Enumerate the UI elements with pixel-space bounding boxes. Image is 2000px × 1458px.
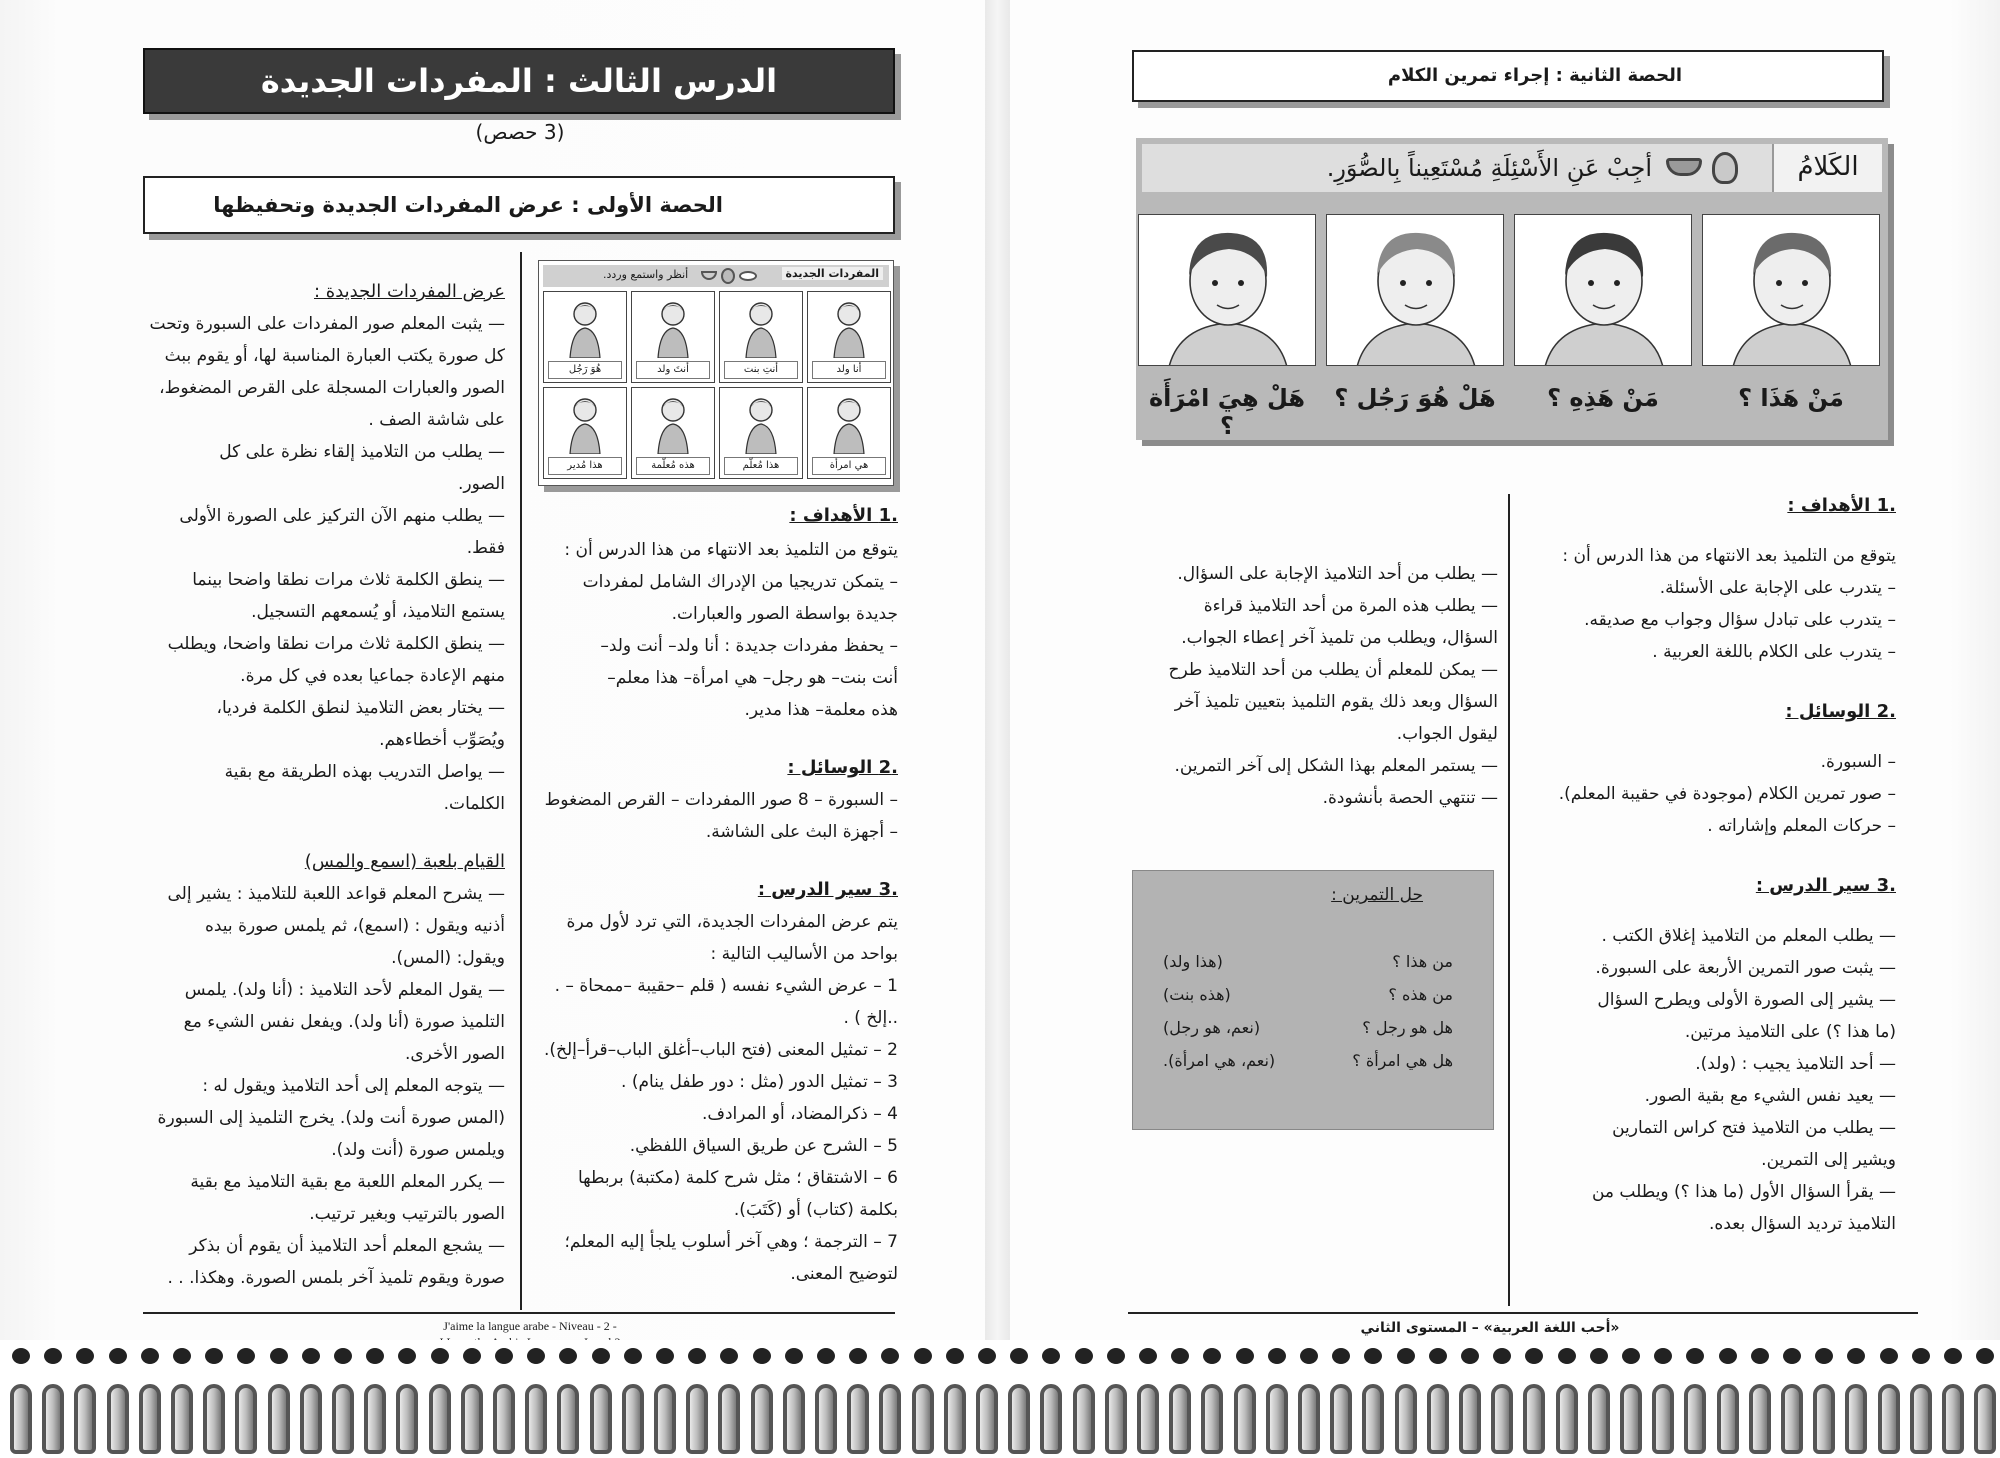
right-column: [1522, 490, 1896, 1240]
game-heading: القيام بلعبة (اسمع والمس): [304, 851, 505, 872]
binding-hole: [1203, 1348, 1221, 1364]
spiral-ring: [42, 1384, 64, 1454]
binding-hole: [1107, 1348, 1125, 1364]
binding-hole: [1686, 1348, 1704, 1364]
binding-hole: [1558, 1348, 1576, 1364]
vocab-heading: عرض المفردات الجديدة :: [314, 281, 505, 302]
game-line: — يقول المعلم لأحد التلاميذ : (أنا ولد). يلمس: [184, 980, 505, 1000]
binding-hole: [398, 1348, 416, 1364]
solution-question: هل هو رجل ؟: [1362, 1018, 1453, 1037]
binding-hole: [1654, 1348, 1672, 1364]
progress-line: — أحد التلاميذ يجيب : (ولد).: [1695, 1054, 1896, 1074]
vocab-line: — يطلب من التلاميذ إلقاء نظرة على كل: [219, 442, 505, 462]
speech-label: الكَلامُ: [1772, 144, 1882, 192]
binding-hole: [237, 1348, 255, 1364]
binding-hole: [1364, 1348, 1382, 1364]
binding-hole: [1010, 1348, 1028, 1364]
spiral-ring: [1910, 1384, 1932, 1454]
binding-hole: [173, 1348, 191, 1364]
spiral-ring: [783, 1384, 805, 1454]
progress-heading: .3 سير الدرس :: [1755, 875, 1896, 896]
objectives-heading: .1 الأهداف :: [789, 505, 898, 526]
vocab-line: منهم الإعادة جماعيا بعده في كل مرة.: [240, 666, 505, 686]
spiral-ring: [1813, 1384, 1835, 1454]
game-line: أذنيه ويقول : (اسمع)، ثم يلمس صورة بيده: [204, 916, 505, 936]
binding-hole: [1590, 1348, 1608, 1364]
binding-hole: [849, 1348, 867, 1364]
means-line: – حركات المعلم وإشاراته .: [1707, 816, 1896, 836]
binding-hole: [946, 1348, 964, 1364]
person-illustration: [744, 396, 778, 438]
game-line: — يكرر المعلم اللعبة مع بقية التلاميذ مع بقية: [190, 1172, 505, 1192]
binding-hole: [431, 1348, 449, 1364]
game-line: — يشرح المعلم قواعد اللعبة للتلاميذ : يشير إلى: [167, 884, 505, 904]
thumb-header-label: المفردات الجديدة: [782, 267, 884, 280]
person-illustration: [832, 396, 866, 438]
spiral-ring: [74, 1384, 96, 1454]
solution-answer: (نعم، هي امرأة).: [1163, 1051, 1276, 1070]
objectives-line: – يتمكن تدريجيا من الإدراك الشامل لمفردات: [582, 572, 898, 592]
session1-title: الحصة الأولى : عرض المفردات الجديدة وتحفيظها: [213, 193, 723, 217]
objectives-heading: .1 الأهداف :: [1787, 495, 1896, 516]
binding-hole: [141, 1348, 159, 1364]
binding-hole: [302, 1348, 320, 1364]
spiral-ring: [1234, 1384, 1256, 1454]
binding-hole: [1268, 1348, 1286, 1364]
binding-hole: [978, 1348, 996, 1364]
spiral-ring: [1684, 1384, 1706, 1454]
progress-line: 4 – ذكرالمضاد، أو المرادف.: [701, 1104, 898, 1124]
progress-line: — يعيد نفس الشيء مع بقية الصور.: [1644, 1086, 1896, 1106]
binding-hole: [753, 1348, 771, 1364]
progress-line: — يثبت صور التمرين الأربعة على السبورة.: [1595, 958, 1896, 978]
binding-hole: [109, 1348, 127, 1364]
spiral-ring: [1620, 1384, 1642, 1454]
spiral-ring: [525, 1384, 547, 1454]
means-line: – أجهزة البث على الشاشة.: [705, 822, 898, 842]
face-illustration: [1515, 215, 1692, 366]
thumb-cell: [631, 291, 715, 383]
progress-line: 2 – تمثيل المعنى (فتح الباب–أغلق الباب–قرأ–إلخ).: [543, 1040, 898, 1060]
progress-line: 7 – الترجمة ؛ وهي آخر أسلوب يلجأ إليه المعلم؛: [564, 1232, 898, 1252]
spiral-ring: [1330, 1384, 1352, 1454]
binding-hole: [12, 1348, 30, 1364]
means-line: – صور تمرين الكلام (موجودة في حقيبة المعلم).: [1558, 784, 1896, 804]
binding-hole: [1622, 1348, 1640, 1364]
spiral-ring: [590, 1384, 612, 1454]
right-footer: «أحب اللغة العربية» – المستوى الثاني: [1360, 1320, 1620, 1336]
spiral-ring: [1491, 1384, 1513, 1454]
game-line: — يتوجه المعلم إلى أحد التلاميذ ويقول له :: [202, 1076, 505, 1096]
thumb-cell: [719, 387, 803, 479]
spiral-ring: [1266, 1384, 1288, 1454]
solution-question: من هذا ؟: [1392, 952, 1453, 971]
game-line: — يشجع المعلم أحد التلاميذ أن يقوم أن بذكر: [189, 1236, 505, 1256]
face-illustration: [1139, 215, 1316, 366]
face-panel: [1702, 214, 1880, 366]
game-line: الصور الأخرى.: [404, 1044, 505, 1064]
lesson-title: الدرس الثالث : المفردات الجديدة: [260, 62, 778, 100]
progress-line: 1 – عرض الشيء نفسه ( قلم –حقيبة –ممحاة – .: [554, 976, 898, 996]
spiral-ring: [1298, 1384, 1320, 1454]
binding-hole: [334, 1348, 352, 1364]
objectives-line: يتوقع من التلميذ بعد الانتهاء من هذا الدرس أن :: [564, 540, 898, 560]
middle-line: — يطلب هذه المرة من أحد التلاميذ قراءة: [1203, 596, 1498, 616]
binding-hole: [1171, 1348, 1189, 1364]
face-panel: [1326, 214, 1504, 366]
session2-title-box: [1132, 50, 1884, 102]
spiral-ring: [944, 1384, 966, 1454]
column-divider: [520, 252, 522, 1310]
middle-line: السؤال وبعد ذلك يقوم التلميذ بتعيين تلميذ آخر: [1174, 692, 1498, 712]
ear-icon: [721, 268, 735, 284]
binding-hole: [1461, 1348, 1479, 1364]
thumb-cell: [543, 387, 627, 479]
solution-answer: (نعم، هو رجل): [1163, 1018, 1261, 1037]
binding-hole: [559, 1348, 577, 1364]
binding-hole: [1236, 1348, 1254, 1364]
objectives-line: هذه معلمة– هذا مدير.: [744, 700, 898, 720]
solution-row: [1163, 1044, 1453, 1077]
textbook-thumbnail: [538, 260, 894, 486]
speech-exercise-panel: [1136, 138, 1888, 440]
spiral-ring: [1749, 1384, 1771, 1454]
spiral-ring: [751, 1384, 773, 1454]
spiral-ring: [1974, 1384, 1996, 1454]
binding-hole: [688, 1348, 706, 1364]
binding-hole: [205, 1348, 223, 1364]
person-illustration: [744, 300, 778, 342]
spiral-ring: [107, 1384, 129, 1454]
picture-caption: هَلْ هِيَ امْرَأَة ؟: [1148, 384, 1306, 440]
spiral-ring: [171, 1384, 193, 1454]
binding-hole: [1042, 1348, 1060, 1364]
binding-hole: [785, 1348, 803, 1364]
objectives-line: جديدة بواسطة الصور والعبارات.: [671, 604, 898, 624]
means-heading: .2 الوسائل :: [787, 757, 898, 778]
spiral-ring: [1556, 1384, 1578, 1454]
binding-hole: [1719, 1348, 1737, 1364]
progress-line: — يشير إلى الصورة الأولى ويطرح السؤال: [1597, 990, 1896, 1010]
spiral-ring: [879, 1384, 901, 1454]
spiral-ring: [847, 1384, 869, 1454]
game-line: صورة ويقوم تلميذ آخر بلمس الصورة. وهكذا. . .: [167, 1268, 505, 1288]
binding-hole: [527, 1348, 545, 1364]
binding-hole: [1075, 1348, 1093, 1364]
thumb-caption: هذا مُدير: [548, 457, 622, 475]
game-line: ويقول: (المس).: [391, 948, 505, 968]
vocab-line: — ينطق الكلمة ثلاث مرات نطقا واضحا، ويطلب: [167, 634, 505, 654]
spiral-ring: [1942, 1384, 1964, 1454]
binding-hole: [1783, 1348, 1801, 1364]
spiral-ring: [10, 1384, 32, 1454]
vocab-line: فقط.: [466, 538, 505, 558]
progress-line: ويشير إلى التمرين.: [1761, 1150, 1896, 1170]
game-line: ويلمس صورة (أنت ولد).: [331, 1140, 505, 1160]
left-right-column: [540, 500, 898, 1290]
solution-answer: (هذا ولد): [1163, 952, 1223, 971]
solution-row: [1163, 978, 1453, 1011]
binding-hole: [656, 1348, 674, 1364]
vocab-line: — يواصل التدريب بهذه الطريقة مع بقية: [224, 762, 505, 782]
solution-table: [1163, 945, 1453, 1077]
binding-hole: [1751, 1348, 1769, 1364]
spiral-ring: [1169, 1384, 1191, 1454]
spiral-ring: [1523, 1384, 1545, 1454]
thumb-cell: [807, 291, 891, 383]
thumb-cell: [631, 387, 715, 479]
objectives-line: يتوقع من التلميذ بعد الانتهاء من هذا الدرس أن :: [1562, 546, 1896, 566]
means-line: – السبورة – 8 صور االمفردات – القرص المضغوط: [544, 790, 898, 810]
footer-line-french: J'aime la langue arabe - Niveau - 2 -: [443, 1319, 617, 1333]
solution-heading: حل التمرين :: [1331, 885, 1423, 905]
middle-line: — يطلب من أحد التلاميذ الإجابة على السؤال.: [1177, 564, 1498, 584]
spiral-ring: [622, 1384, 644, 1454]
binding-hole: [1976, 1348, 1994, 1364]
vocab-line: يستمع التلاميذ، أو يُسمعهم التسجيل.: [251, 602, 505, 622]
spiral-ring: [1008, 1384, 1030, 1454]
binding-hole: [1944, 1348, 1962, 1364]
column-divider: [1508, 494, 1510, 1306]
progress-line: لتوضيح المعنى.: [790, 1264, 898, 1284]
binding-hole: [881, 1348, 899, 1364]
spiral-ring: [1652, 1384, 1674, 1454]
vocab-line: كل صورة يكتب العبارة المناسبة لها، أو يقوم ببث: [164, 346, 505, 366]
means-heading: .2 الوسائل :: [1785, 701, 1896, 722]
middle-line: السؤال، ويطلب من تلميذ آخر إعطاء الجواب.: [1181, 628, 1498, 648]
vocab-line: — ينطق الكلمة ثلاث مرات نطقا واضحا بينما: [192, 570, 505, 590]
binding-hole: [1912, 1348, 1930, 1364]
binding-hole: [914, 1348, 932, 1364]
spiral-ring: [1073, 1384, 1095, 1454]
face-panel: [1138, 214, 1316, 366]
thumb-caption: أنا ولد: [812, 361, 886, 379]
thumb-caption: هُوَ رَجُل: [548, 361, 622, 379]
person-illustration: [656, 396, 690, 438]
spiral-ring: [1717, 1384, 1739, 1454]
vocab-line: الصور والعبارات المسجلة على القرص المضغوط،: [159, 378, 505, 398]
thumb-cell: [719, 291, 803, 383]
spiral-ring: [396, 1384, 418, 1454]
spiral-ring: [1878, 1384, 1900, 1454]
vocab-line: الصور.: [457, 474, 505, 494]
progress-line: بواحد من الأساليب التالية :: [710, 944, 898, 964]
vocab-line: على شاشة الصف .: [368, 410, 505, 430]
solution-row: [1163, 945, 1453, 978]
middle-line: — يمكن للمعلم أن يطلب من أحد التلاميذ طرح: [1168, 660, 1498, 680]
progress-line: — يطلب المعلم من التلاميذ إغلاق الكتب .: [1601, 926, 1896, 946]
binding-hole: [366, 1348, 384, 1364]
face-illustration: [1703, 215, 1880, 366]
person-illustration: [568, 396, 602, 438]
spiral-ring: [461, 1384, 483, 1454]
spiral-binding: [0, 1340, 2000, 1458]
spiral-ring: [1201, 1384, 1223, 1454]
thumb-cell: [543, 291, 627, 383]
binding-hole: [1139, 1348, 1157, 1364]
solution-row: [1163, 1011, 1453, 1044]
game-line: (المس صورة أنت ولد). يخرج التلميذ إلى السبورة: [157, 1108, 505, 1128]
binding-hole: [495, 1348, 513, 1364]
means-line: – السبورة.: [1820, 752, 1896, 772]
binding-hole: [817, 1348, 835, 1364]
binding-hole: [592, 1348, 610, 1364]
binding-hole: [1493, 1348, 1511, 1364]
picture-caption: مَنْ هَذِهِ ؟: [1547, 384, 1659, 412]
session2-title: الحصة الثانية : إجراء تمرين الكلام: [1387, 65, 1682, 86]
spiral-ring: [139, 1384, 161, 1454]
mouth-icon: [701, 271, 717, 280]
objectives-line: – يحفظ مفردات جديدة : أنا ولد– أنت ولد–: [600, 636, 898, 656]
middle-line: — تنتهي الحصة بأنشودة.: [1322, 788, 1498, 808]
binding-hole: [1397, 1348, 1415, 1364]
face-illustration: [1327, 215, 1504, 366]
binding-hole: [1880, 1348, 1898, 1364]
objectives-line: – يتدرب على تبادل سؤال وجواب مع صديقه.: [1584, 610, 1896, 630]
progress-line: التلاميذ ترديد السؤال بعده.: [1709, 1214, 1896, 1234]
binding-hole: [624, 1348, 642, 1364]
progress-line: ..إلخ ) .: [843, 1008, 898, 1028]
binding-hole: [463, 1348, 481, 1364]
middle-line: — يستمر المعلم بهذا الشكل إلى آخر التمرين.: [1174, 756, 1498, 776]
binding-hole: [270, 1348, 288, 1364]
progress-line: 6 – الاشتقاق ؛ مثل شرح كلمة (مكتبة) بربطها: [577, 1168, 898, 1188]
progress-line: يتم عرض المفردات الجديدة، التي ترد لأول مرة: [566, 912, 898, 932]
book-gutter: [985, 0, 1010, 1340]
binding-hole: [1300, 1348, 1318, 1364]
middle-line: ليقول الجواب.: [1396, 724, 1498, 744]
spiral-ring: [1105, 1384, 1127, 1454]
spiral-ring: [976, 1384, 998, 1454]
objectives-list: [540, 534, 898, 726]
sessions-count: (3 حصص): [475, 120, 565, 144]
left-left-column: [143, 276, 505, 1294]
vocab-line: — يثبت المعلم صور المفردات على السبورة وتحت: [149, 314, 505, 334]
thumb-header: [543, 265, 889, 287]
spiral-ring: [912, 1384, 934, 1454]
binding-hole: [1815, 1348, 1833, 1364]
face-panel: [1514, 214, 1692, 366]
binding-hole: [76, 1348, 94, 1364]
vocab-line: — يطلب منهم الآن التركيز على الصورة الأولى: [179, 506, 505, 526]
spiral-ring: [493, 1384, 515, 1454]
progress-line: بكلمة (كتاب) أو (كَتَبَ).: [733, 1200, 898, 1220]
speech-instruction: أجِبْ عَنِ الأَسْئِلَةِ مُسْتَعِيناً بِالصُّوَرِ.: [1326, 154, 1652, 182]
spiral-ring: [203, 1384, 225, 1454]
thumb-caption: هذه مُعلّمة: [636, 457, 710, 475]
spiral-ring: [815, 1384, 837, 1454]
spiral-ring: [332, 1384, 354, 1454]
footer-rule: [143, 1312, 895, 1314]
progress-line: 5 – الشرح عن طريق السياق اللفظي.: [629, 1136, 898, 1156]
binding-hole: [1525, 1348, 1543, 1364]
progress-line: (ما هذا ؟) على التلاميذ مرتين.: [1684, 1022, 1896, 1042]
spiral-ring: [268, 1384, 290, 1454]
binding-hole: [1332, 1348, 1350, 1364]
spiral-ring: [1427, 1384, 1449, 1454]
picture-caption: هَلْ هُوَ رَجُل ؟: [1334, 384, 1496, 412]
thumb-caption: هذا مُعلّم: [724, 457, 798, 475]
footer-rule: [1128, 1312, 1918, 1314]
spiral-ring: [1362, 1384, 1384, 1454]
person-illustration: [656, 300, 690, 342]
vocab-line: الكلمات.: [443, 794, 505, 814]
vocab-line: ويُصَوِّب أخطاءهم.: [379, 730, 505, 750]
objectives-line: أنت بنت– هو رجل– هي امرأة– هذا معلم–: [607, 668, 898, 688]
spiral-ring: [1395, 1384, 1417, 1454]
progress-heading: .3 سير الدرس :: [757, 879, 898, 900]
person-illustration: [568, 300, 602, 342]
spiral-ring: [686, 1384, 708, 1454]
solution-answer: (هذه بنت): [1163, 985, 1231, 1004]
spiral-ring: [1845, 1384, 1867, 1454]
progress-line: — يقرأ السؤال الأول (ما هذا ؟) ويطلب من: [1591, 1182, 1896, 1202]
spiral-ring: [1588, 1384, 1610, 1454]
spiral-ring: [364, 1384, 386, 1454]
objectives-line: – يتدرب على الإجابة على الأسئلة.: [1659, 578, 1896, 598]
binding-hole: [1429, 1348, 1447, 1364]
spiral-ring: [718, 1384, 740, 1454]
vocab-line: — يختار بعض التلاميذ لنطق الكلمة فرديا،: [216, 698, 505, 718]
spiral-ring: [1040, 1384, 1062, 1454]
solution-question: من هذه ؟: [1388, 985, 1453, 1004]
ear-icon: [1712, 152, 1738, 184]
thumb-header-instruction: أنظر واستمع وردد.: [603, 268, 689, 281]
middle-column: [1128, 558, 1498, 814]
spiral-ring: [235, 1384, 257, 1454]
spiral-ring: [1137, 1384, 1159, 1454]
left-page: [0, 0, 985, 1340]
picture-caption: مَنْ هَذَا ؟: [1738, 384, 1844, 412]
lesson-title-banner: [143, 48, 895, 114]
person-illustration: [832, 300, 866, 342]
game-line: الصور بالترتيب وبغير ترتيب.: [309, 1204, 505, 1224]
game-line: التلميذ صورة (أنا ولد). ويفعل نفس الشيء مع: [183, 1012, 505, 1032]
spiral-ring: [429, 1384, 451, 1454]
session1-title-box: [143, 176, 895, 234]
binding-hole: [1847, 1348, 1865, 1364]
binding-hole: [44, 1348, 62, 1364]
thumb-caption: أنتَ ولد: [636, 361, 710, 379]
spiral-ring: [654, 1384, 676, 1454]
thumb-caption: هي امرأة: [812, 457, 886, 475]
binding-hole: [720, 1348, 738, 1364]
objectives-line: – يتدرب على الكلام باللغة العربية .: [1652, 642, 1896, 662]
thumb-caption: أنتِ بنت: [724, 361, 798, 379]
spiral-ring: [1459, 1384, 1481, 1454]
eye-icon: [739, 271, 757, 281]
right-page: [1010, 0, 2000, 1340]
spiral-ring: [557, 1384, 579, 1454]
solution-question: هل هي امرأة ؟: [1352, 1051, 1453, 1070]
spiral-ring: [1781, 1384, 1803, 1454]
thumb-cell: [807, 387, 891, 479]
solution-box: [1132, 870, 1494, 1130]
progress-line: 3 – تمثيل الدور (مثل : دور طفل ينام) .: [621, 1072, 898, 1092]
spiral-ring: [300, 1384, 322, 1454]
progress-line: — يطلب من التلاميذ فتح كراس التمارين: [1612, 1118, 1896, 1138]
